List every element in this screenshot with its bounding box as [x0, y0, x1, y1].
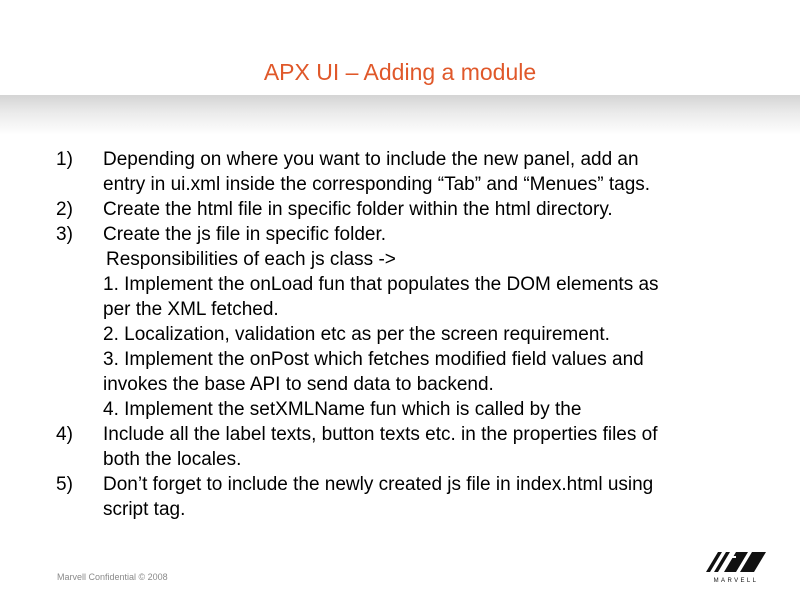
- list-line: [0, 447, 800, 472]
- list-text: Include all the label texts, button texts etc. in the properties files of: [103, 424, 658, 445]
- list-text: 4. Implement the setXMLName fun which is called by the: [103, 399, 582, 420]
- list-line: [0, 497, 800, 522]
- list-line: [0, 422, 800, 447]
- list-text: 1. Implement the onLoad fun that populates the DOM elements as: [103, 274, 659, 295]
- list-line: [0, 147, 800, 172]
- list-line: [0, 372, 800, 397]
- list-text: Depending on where you want to include the new panel, add an: [103, 149, 639, 170]
- list-line: [0, 197, 800, 222]
- list-line: [0, 222, 800, 247]
- list-line: [0, 472, 800, 497]
- list-number: 1): [56, 149, 73, 170]
- list-text: Create the html file in specific folder within the html directory.: [103, 199, 613, 220]
- list-text: entry in ui.xml inside the corresponding “Tab” and “Menues” tags.: [103, 174, 651, 195]
- list-text: 2. Localization, validation etc as per the screen requirement.: [103, 324, 610, 345]
- list-text: both the locales.: [103, 449, 242, 470]
- footer-confidential: Marvell Confidential © 2008: [57, 572, 168, 582]
- title-band: [0, 95, 800, 135]
- marvell-logo-icon: [700, 546, 772, 586]
- list-line: [0, 247, 800, 272]
- list-number: 5): [56, 474, 73, 495]
- logo-text: MARVELL: [713, 578, 759, 584]
- list-line: [0, 172, 800, 197]
- list-number: 3): [56, 224, 73, 245]
- list-line: [0, 347, 800, 372]
- list-text: invokes the base API to send data to backend.: [103, 374, 494, 395]
- slide-title: APX UI – Adding a module: [263, 59, 537, 85]
- list-text: Responsibilities of each js class ->: [106, 249, 396, 270]
- list-text: Create the js file in specific folder.: [103, 224, 387, 245]
- list-number: 4): [56, 424, 73, 445]
- list-line: [0, 297, 800, 322]
- list-text: per the XML fetched.: [103, 299, 279, 320]
- list-text: Don’t forget to include the newly created js file in index.html using: [103, 474, 654, 495]
- list-text: 3. Implement the onPost which fetches modified field values and: [103, 349, 644, 370]
- list-text: script tag.: [103, 499, 186, 520]
- list-line: [0, 272, 800, 297]
- list-line: [0, 397, 800, 422]
- list-line: [0, 322, 800, 347]
- list-number: 2): [56, 199, 73, 220]
